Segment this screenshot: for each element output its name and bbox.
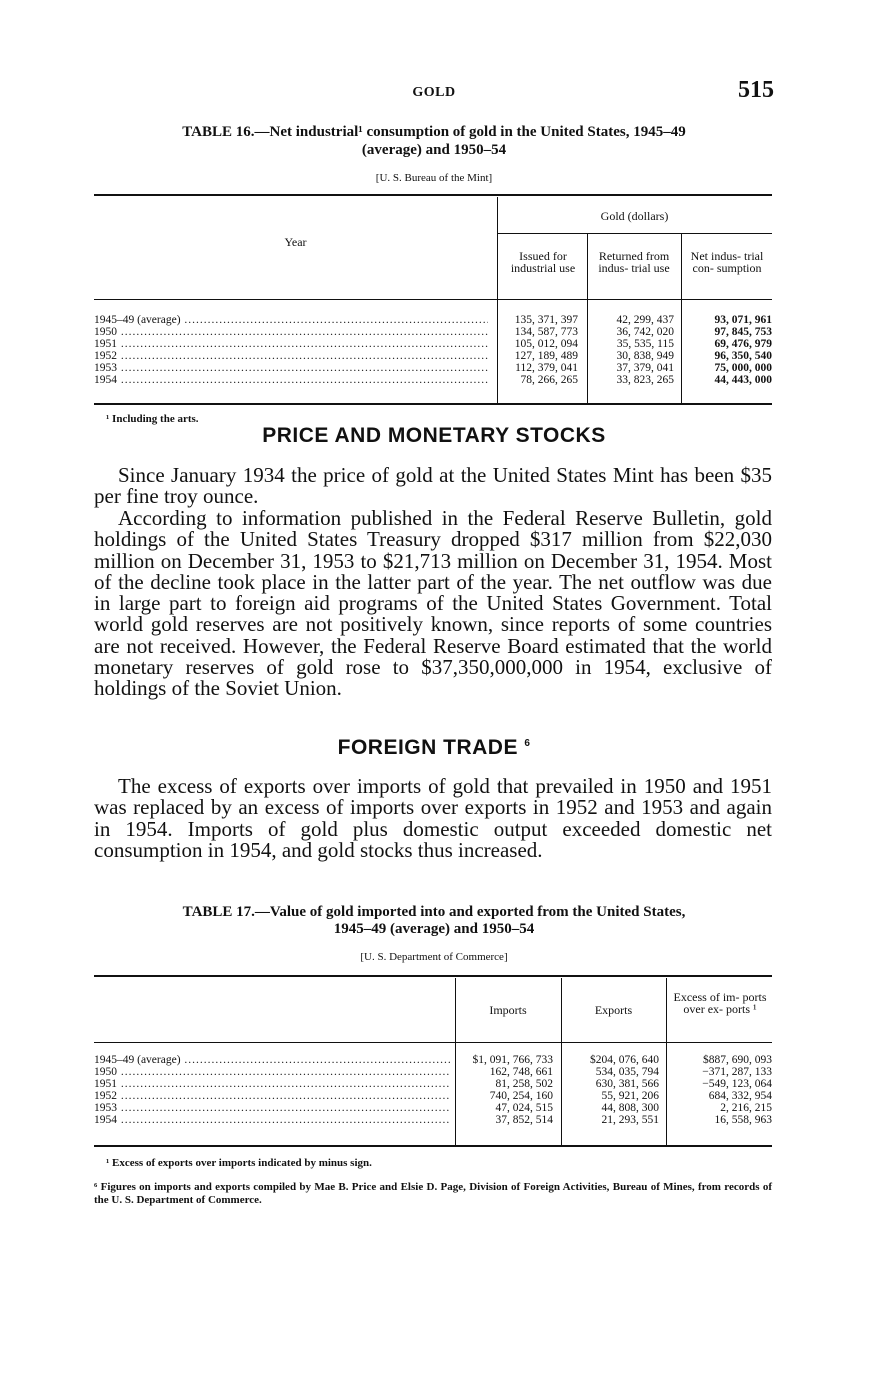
table17-row-label: 1951 ..... xyxy=(94,1079,450,1090)
table16-cell: 127, 189, 489 xyxy=(514,350,578,362)
table17-row-label: 1953 ..... xyxy=(94,1103,450,1114)
table17-col2-header: Exports xyxy=(594,1003,633,1017)
table16-cell: 36, 742, 020 xyxy=(616,326,674,338)
table17-row-label: 1952 ..... xyxy=(94,1091,450,1102)
table17-cell: 740, 254, 160 xyxy=(489,1090,553,1102)
table16-top-rule xyxy=(94,194,772,196)
table17-row-label: 1954 ..... xyxy=(94,1115,450,1126)
table16-cell: 69, 476, 979 xyxy=(714,338,772,350)
table17-cell: $1, 091, 766, 733 xyxy=(472,1054,553,1066)
table17-cell: 47, 024, 515 xyxy=(495,1102,553,1114)
paragraph-price-2: According to information published in the Federal Reserve Bulletin, gold holdings of the United States Treasury dropped $317 million from $22,030 million on December 31, 1953 to $21,713 million on December 31, 1954. Most of the decline took place in the latter part of the year. The net outflow was due in large part to foreign aid programs of the United States Government. Total world gold reserves are not positively known, since reports of some countries are not received. However, the Federal Reserve Board estimated that the world monetary reserves of gold rose to $37,350,000,000 in 1954, exclusive of holdings of the Soviet Union. xyxy=(94,506,772,701)
table17-header-rule xyxy=(94,1042,772,1043)
footnote-ref-6: 6 xyxy=(524,738,531,749)
table16-caption-line1: TABLE 16.—Net industrial¹ consumption of gold in the United States, 1945–49 xyxy=(182,124,686,140)
table16-row-label: 1954 ..... xyxy=(94,375,488,386)
paragraph-price-1: Since January 1934 the price of gold at the United States Mint has been $35 per fine troy ounce. xyxy=(94,463,772,509)
table17-cell: −549, 123, 064 xyxy=(702,1078,772,1090)
table17-cell: −371, 287, 133 xyxy=(702,1066,772,1078)
table17-cell: 2, 216, 215 xyxy=(720,1102,772,1114)
table17-row-label: 1950 ..... xyxy=(94,1067,450,1078)
table16-row-label: 1945–49 (average) ..... xyxy=(94,315,488,326)
running-head xyxy=(94,77,774,107)
table16-group-header: Gold (dollars) xyxy=(600,209,669,223)
table17-footnote-1: ¹ Excess of exports over imports indicated by minus sign. xyxy=(106,1157,372,1169)
table16-group-rule xyxy=(497,233,772,234)
table16-row-label: 1953 ..... xyxy=(94,363,488,374)
table17-cell: 55, 921, 206 xyxy=(601,1090,659,1102)
table16-cell: 105, 012, 094 xyxy=(514,338,578,350)
table17-cell: 684, 332, 954 xyxy=(708,1090,772,1102)
running-head-title: GOLD xyxy=(412,85,456,100)
table16-cell: 35, 535, 115 xyxy=(616,338,674,350)
table16-row-label: 1951 ..... xyxy=(94,339,488,350)
table16-row-label: 1950 ..... xyxy=(94,327,488,338)
table16-cell: 96, 350, 540 xyxy=(714,350,772,362)
table17-cell: 81, 258, 502 xyxy=(495,1078,553,1090)
table17-caption-line1: TABLE 17.—Value of gold imported into and exported from the United States, xyxy=(182,904,686,920)
table16-header-rule xyxy=(94,299,772,300)
table16-cell: 134, 587, 773 xyxy=(514,326,578,338)
table16-caption-line2: (average) and 1950–54 xyxy=(361,142,507,158)
table16-col2-header: Returned from indus- trial use xyxy=(598,249,670,275)
table17-cell: 16, 558, 963 xyxy=(714,1114,772,1126)
table16-cell: 44, 443, 000 xyxy=(714,374,772,386)
table17-source: [U. S. Department of Commerce] xyxy=(360,951,508,963)
table17-cell: 162, 748, 661 xyxy=(489,1066,553,1078)
paragraph-foreign-trade: The excess of exports over imports of gold that prevailed in 1950 and 1951 was replaced by an excess of imports over exports in 1952 and 1953 and again in 1954. Imports of gold plus domestic output exceeded domestic net consumption in 1954, and gold stocks thus increased. xyxy=(94,774,772,862)
table17-caption-line2: 1945–49 (average) and 1950–54 xyxy=(333,921,535,937)
table16-col1-header: Issued for industrial use xyxy=(510,249,576,275)
table17-cell: 44, 808, 300 xyxy=(601,1102,659,1114)
table16-col3-header: Net indus- trial con- sumption xyxy=(690,249,764,275)
table16-source: [U. S. Bureau of the Mint] xyxy=(375,172,493,184)
table17-top-rule xyxy=(94,975,772,977)
table17-cell: 37, 852, 514 xyxy=(495,1114,553,1126)
section-heading-foreign-trade-text: FOREIGN TRADE xyxy=(337,736,518,759)
table16-cell: 30, 838, 949 xyxy=(616,350,674,362)
table16-cell: 112, 379, 041 xyxy=(515,362,578,374)
table16-bottom-rule xyxy=(94,403,772,405)
table16-cell: 97, 845, 753 xyxy=(714,326,772,338)
table16-stub-header: Year xyxy=(284,235,307,249)
footnote-6: ⁶ Figures on imports and exports compiled by Mae B. Price and Elsie D. Page, Division of Foreign Activities, Bureau of Mines, from records of the U. S. Department of Commerce. xyxy=(94,1181,772,1206)
table17-row-label: 1945–49 (average) ..... xyxy=(94,1055,450,1066)
table16-cell: 75, 000, 000 xyxy=(714,362,772,374)
table16-cell: 33, 823, 265 xyxy=(616,374,674,386)
table17-cell: 534, 035, 794 xyxy=(595,1066,659,1078)
table17-col3-header: Excess of im- ports over ex- ports ¹ xyxy=(673,990,767,1016)
table17-col1-header: Imports xyxy=(489,1003,527,1017)
table17-bottom-rule xyxy=(94,1145,772,1147)
table16-row-label: 1952 ..... xyxy=(94,351,488,362)
table16-cell: 78, 266, 265 xyxy=(520,374,578,386)
section-heading-foreign-trade xyxy=(94,736,774,760)
table16-cell: 135, 371, 397 xyxy=(514,314,578,326)
section-heading-price: PRICE AND MONETARY STOCKS xyxy=(262,424,606,447)
table16-footnote: ¹ Including the arts. xyxy=(106,413,199,425)
table17-cell: 630, 381, 566 xyxy=(595,1078,659,1090)
table16-cell: 37, 379, 041 xyxy=(616,362,674,374)
table16-cell: 93, 071, 961 xyxy=(714,314,772,326)
table17-cell: 21, 293, 551 xyxy=(601,1114,659,1126)
page-number: 515 xyxy=(738,77,774,103)
table16-cell: 42, 299, 437 xyxy=(616,314,674,326)
table17-cell: $204, 076, 640 xyxy=(590,1054,659,1066)
table17-cell: $887, 690, 093 xyxy=(703,1054,772,1066)
